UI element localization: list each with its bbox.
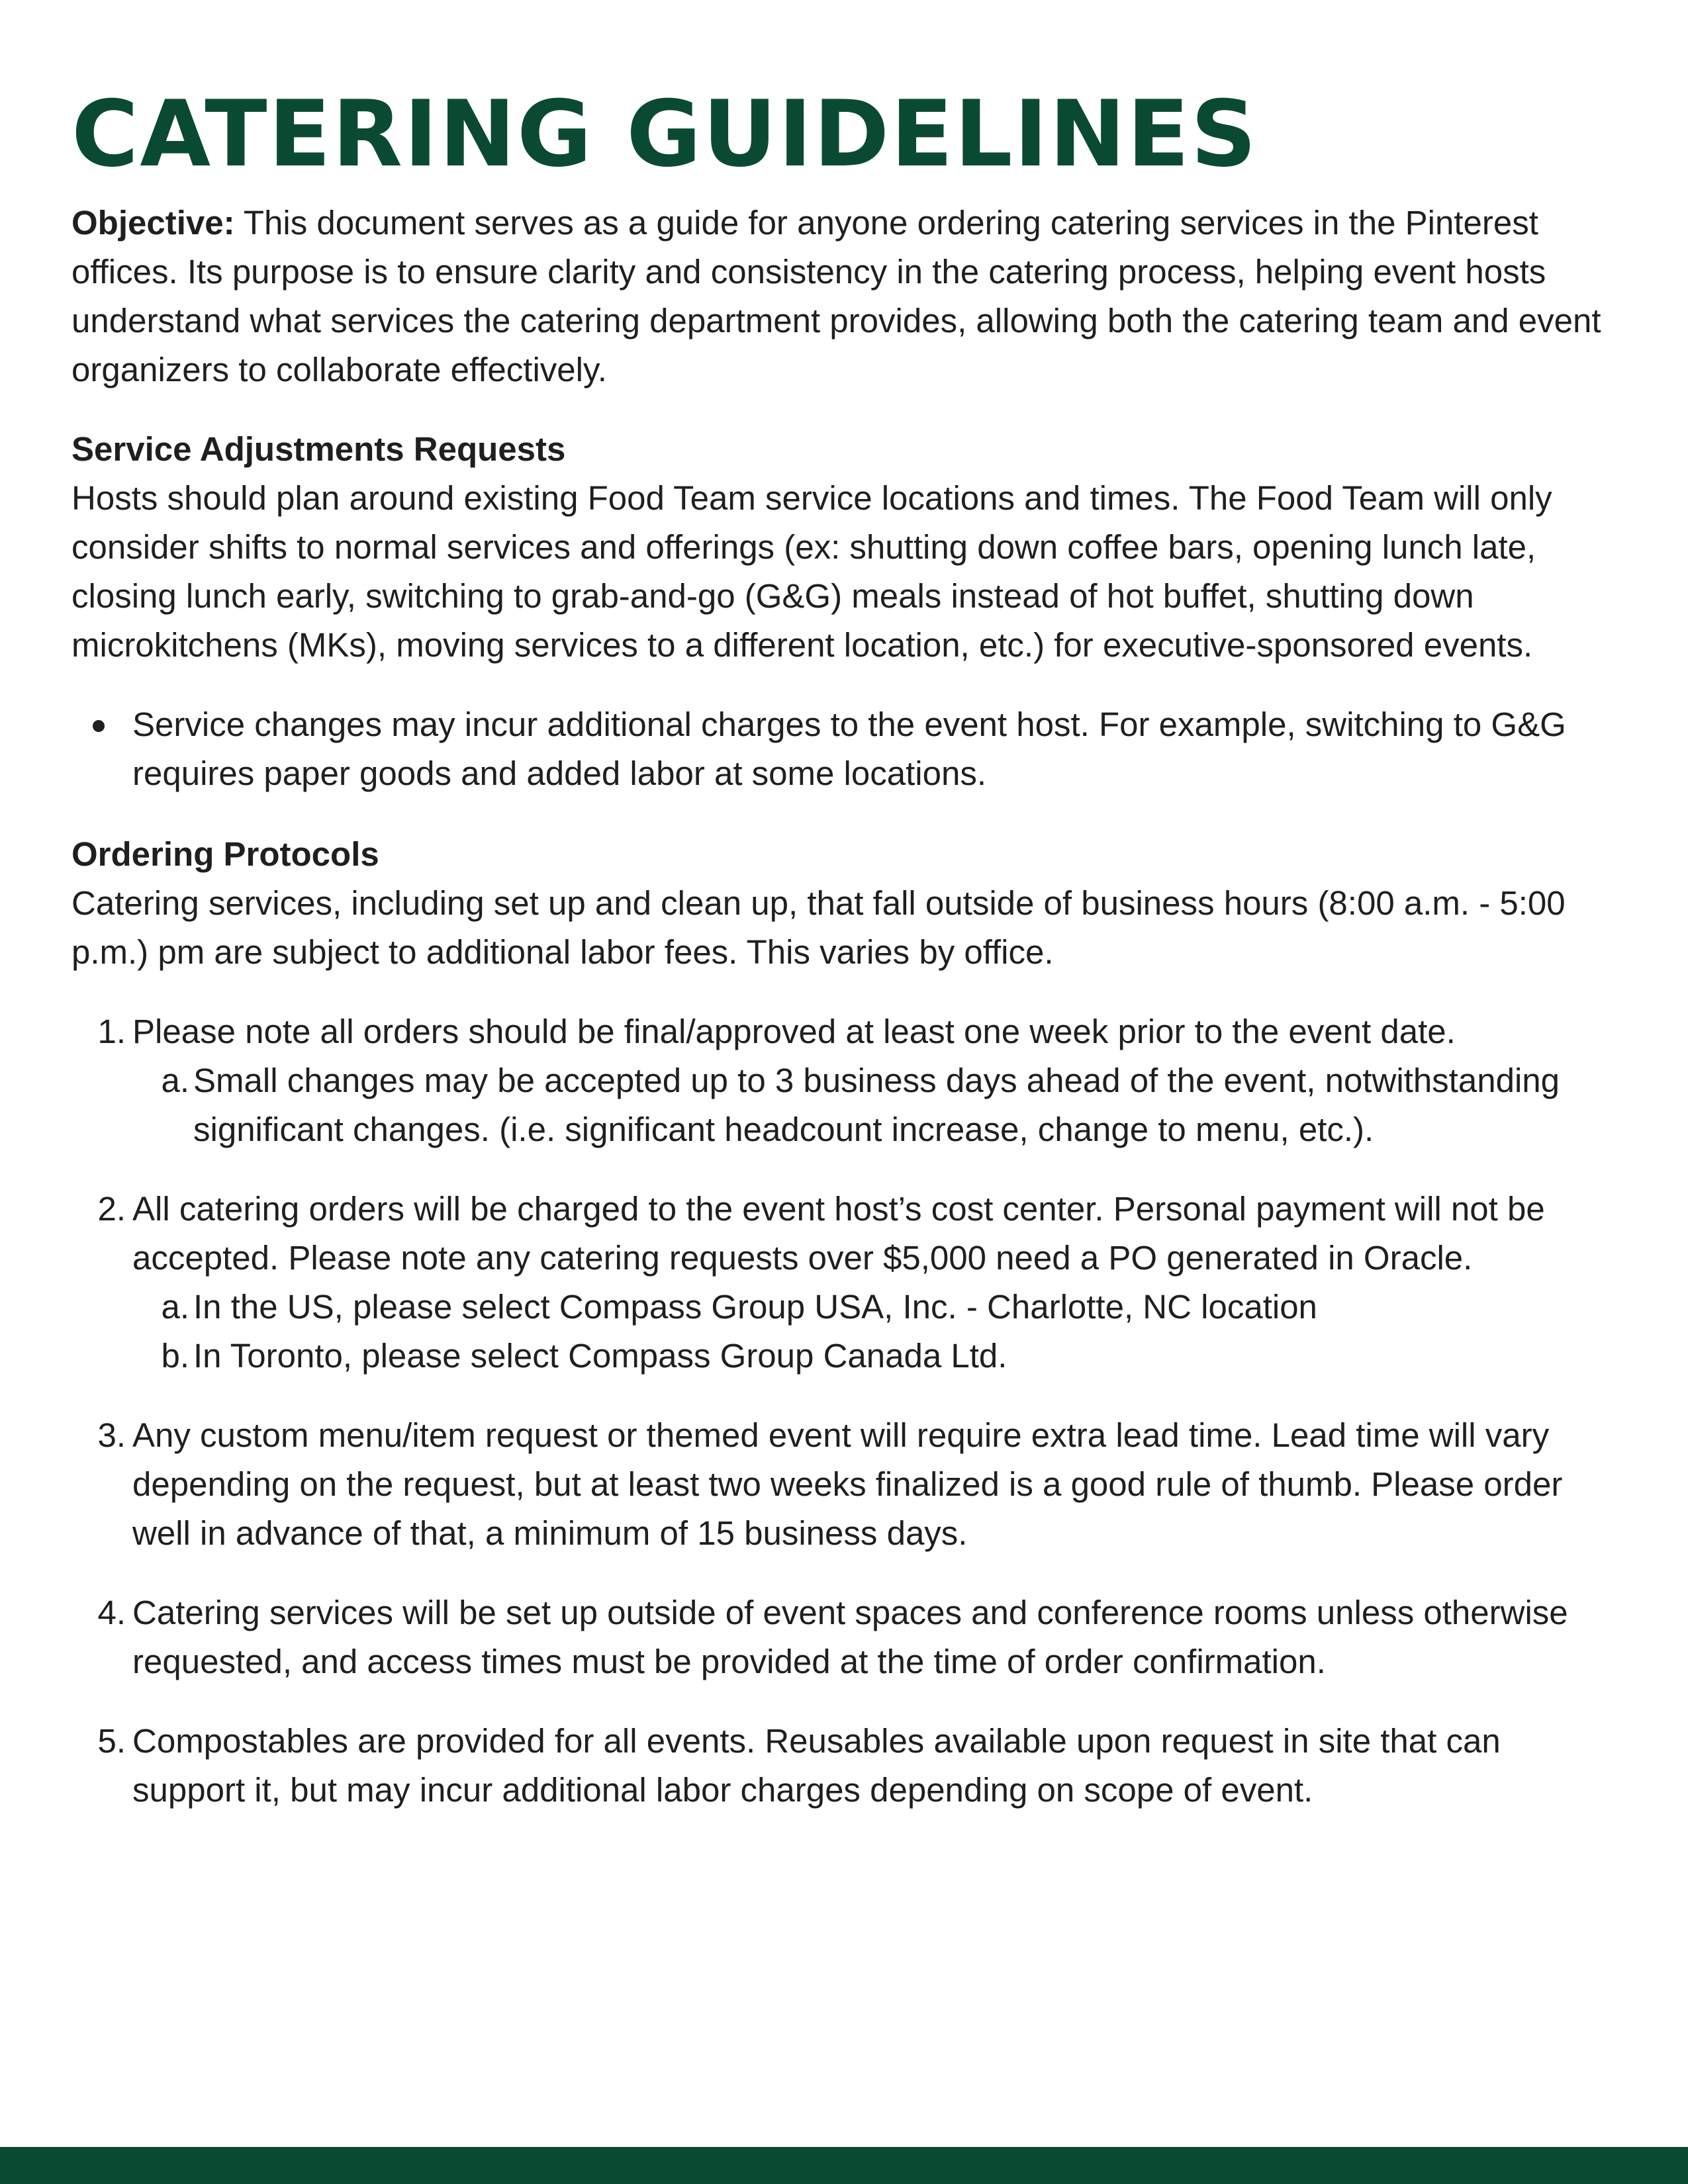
objective-text: This document serves as a guide for anyone ordering catering services in the Pinterest offices. Its purpose is to ensure clarity and consistency in the catering process, helping event hosts understand what services the catering department provides, allowing both the catering team and event organizers to collaborate effectively. <box>71 204 1601 388</box>
sub-list-item-text: Small changes may be accepted up to 3 business days ahead of the event, notwithstanding significant changes. (i.e. significant headcount increase, change to menu, etc.). <box>193 1062 1560 1148</box>
ordering-protocols-list <box>71 1007 1620 1815</box>
footer-bar <box>0 2147 1688 2184</box>
document-page <box>71 78 1620 1815</box>
sub-list-letter: a. <box>161 1062 189 1099</box>
list-number: 5. <box>97 1722 126 1760</box>
bullet-icon <box>93 720 105 732</box>
sub-list-item-text: In Toronto, please select Compass Group Canada Ltd. <box>193 1337 1008 1375</box>
list-item <box>71 1185 1620 1381</box>
sub-list <box>132 1056 1620 1154</box>
list-item-text: All catering orders will be charged to the event host’s cost center. Personal payment will not be accepted. Please note any catering requests over $5,000 need a PO generated in Oracle. <box>132 1190 1545 1277</box>
service-adjustments-heading: Service Adjustments Requests <box>71 430 566 468</box>
service-adjustments-body: Hosts should plan around existing Food Team service locations and times. The Food Team will only consider shifts to normal services and offerings (ex: shutting down coffee bars, opening lunch late, closing lunch early, switching to grab-and-go (G&G) meals instead of hot buffet, shutting down microkitchens (MKs), moving services to a different location, etc.) for executive-sponsored events. <box>71 479 1552 664</box>
sub-list-item <box>132 1332 1620 1381</box>
ordering-protocols-body: Catering services, including set up and clean up, that fall outside of business hours (8:00 a.m. - 5:00 p.m.) pm are subject to additional labor fees. This varies by office. <box>71 884 1566 971</box>
list-item <box>71 700 1620 798</box>
list-item <box>71 1411 1620 1558</box>
sub-list-letter: b. <box>161 1337 189 1375</box>
ordering-protocols-heading: Ordering Protocols <box>71 835 379 873</box>
list-item <box>71 1588 1620 1686</box>
sub-list-item-text: In the US, please select Compass Group USA, Inc. - Charlotte, NC location <box>193 1288 1317 1326</box>
bullet-text: Service changes may incur additional charges to the event host. For example, switching to G&G requires paper goods and added labor at some locations. <box>132 705 1566 792</box>
list-number: 4. <box>97 1594 126 1631</box>
list-item-text: Any custom menu/item request or themed event will require extra lead time. Lead time will vary depending on the request, but at least two weeks finalized is a good rule of thumb. Please order well in advance of that, a minimum of 15 business days. <box>132 1416 1563 1552</box>
list-item <box>71 1717 1620 1815</box>
list-number: 3. <box>97 1416 126 1454</box>
sub-list-item <box>132 1056 1620 1154</box>
list-item <box>71 1007 1620 1154</box>
list-number: 1. <box>97 1013 126 1050</box>
objective-label: Objective: <box>71 204 235 242</box>
list-item-text: Please note all orders should be final/approved at least one week prior to the event date. <box>132 1013 1456 1050</box>
sub-list <box>132 1283 1620 1381</box>
list-number: 2. <box>97 1190 126 1228</box>
service-adjustments-bullets <box>71 700 1620 798</box>
list-item-text: Catering services will be set up outside of event spaces and conference rooms unless otherwise requested, and access times must be provided at the time of order confirmation. <box>132 1594 1568 1680</box>
objective-paragraph <box>71 199 1620 394</box>
sub-list-letter: a. <box>161 1288 189 1326</box>
list-item-text: Compostables are provided for all events. Reusables available upon request in site that can support it, but may incur additional labor charges depending on scope of event. <box>132 1722 1501 1809</box>
page-title: CATERING GUIDELINES <box>71 81 1258 187</box>
sub-list-item <box>132 1283 1620 1332</box>
